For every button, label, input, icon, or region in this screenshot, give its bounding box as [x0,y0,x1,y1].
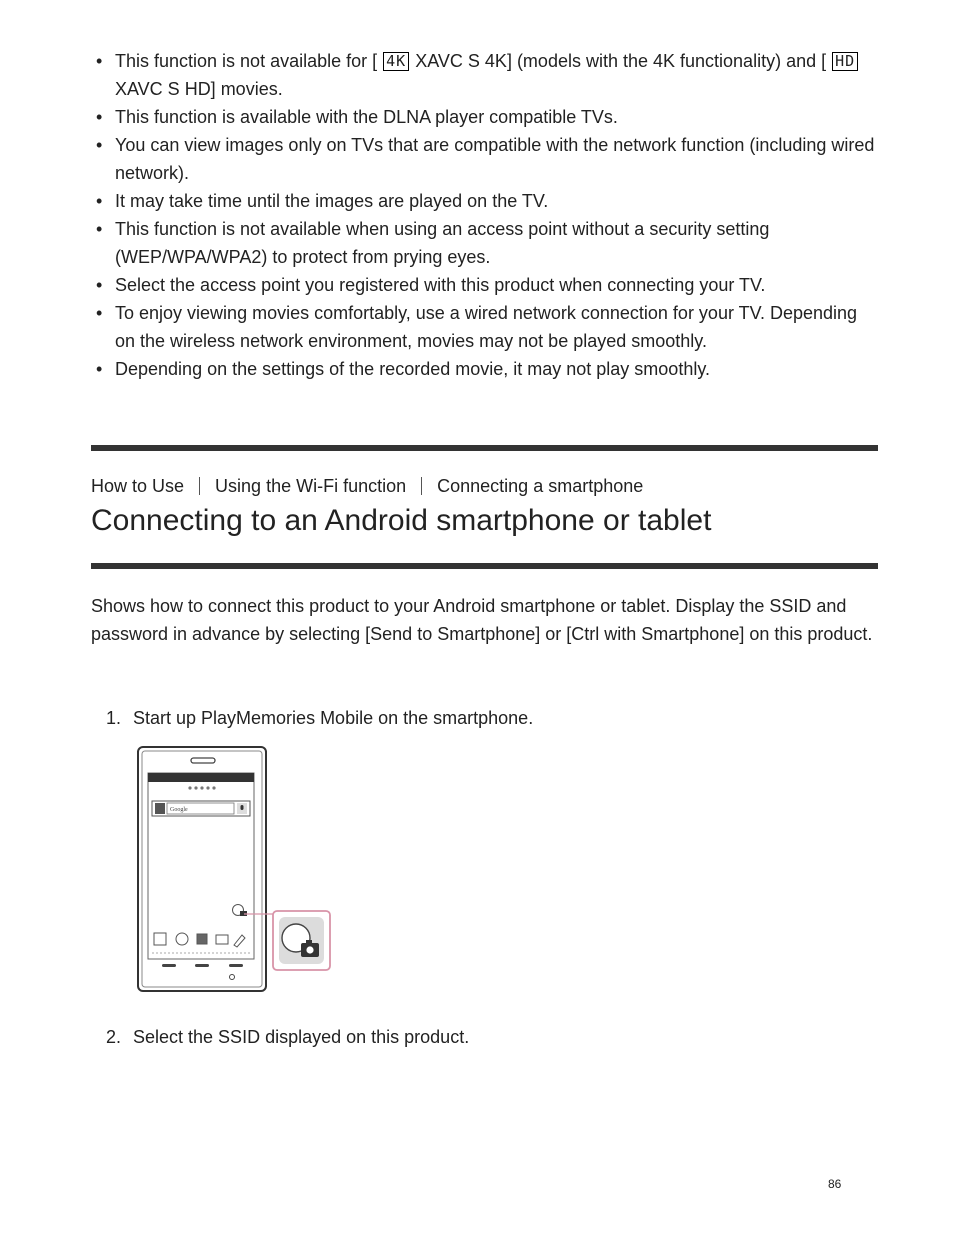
hd-badge-icon: HD [832,52,858,71]
note-text: You can view images only on TVs that are compatible with the network function (including wired network). [115,135,875,183]
note-item [91,271,881,299]
step-2 [106,1023,469,1051]
bullet: • [96,191,103,211]
4k-badge-icon: 4K [383,52,409,71]
note-text: To enjoy viewing movies comfortably, use a wired network connection for your TV. Depending on the wireless network environment, movies may not be played smoothly. [115,303,858,351]
breadcrumb-separator [199,477,200,495]
mic-shape [241,805,244,810]
breadcrumb-separator [421,477,422,495]
note-item [91,355,881,383]
note-item [91,131,881,187]
google-g-icon [155,803,165,814]
note-item [91,299,881,355]
note-text: This function is not available for [ [115,51,378,71]
notes-list [91,47,881,383]
page-number: 86 [828,1177,842,1191]
bullet: • [96,51,103,71]
note-text: This function is not available when using an access point without a security setting (WEP/WPA/WPA2) to protect from prying eyes. [115,219,770,267]
step-number: 1. [106,708,122,728]
section-divider-bottom [91,563,878,569]
note-item [91,47,881,103]
bullet: • [96,107,103,127]
step-1 [106,704,533,732]
step-text: Select the SSID displayed on this product. [133,1027,470,1047]
note-item [91,187,881,215]
bullet: • [96,303,103,323]
phone-speaker-icon [191,758,215,763]
breadcrumb [91,474,643,498]
smartphone-illustration [134,742,334,994]
bullet: • [96,219,103,239]
bullet: • [96,135,103,155]
page-title: Connecting to an Android smartphone or tablet [91,504,712,537]
breadcrumb-item-how-to-use[interactable]: How to Use [91,476,185,496]
step-text: Start up PlayMemories Mobile on the smartphone. [133,708,534,728]
bullet: • [96,359,103,379]
intro-paragraph: Shows how to connect this product to your Android smartphone or tablet. Display the SSID and password in advance by selecting [Send to Smartphone] or [Ctrl with Smartphone] on this product. [91,596,873,644]
home-button [230,975,235,980]
note-text: This function is available with the DLNA player compatible TVs. [115,107,618,127]
note-text: Select the access point you registered with this product when connecting your TV. [115,275,766,295]
search-label: Google [170,807,188,813]
note-text: Depending on the settings of the recorded movie, it may not play smoothly. [115,359,710,379]
note-text: XAVC S HD] movies. [115,79,283,99]
camera-top [306,940,312,943]
section-divider-top [91,445,878,451]
breadcrumb-item-connecting-smartphone[interactable]: Connecting a smartphone [437,476,644,496]
note-text: XAVC S 4K] (models with the 4K functionality) and [ [415,51,827,71]
step-number: 2. [106,1027,122,1047]
note-text: It may take time until the images are played on the TV. [115,191,549,211]
note-item [91,215,881,271]
camera-lens [306,946,313,953]
nav-buttons [162,964,243,967]
note-item [91,103,881,131]
bullet: • [96,275,103,295]
status-bar [148,773,254,782]
breadcrumb-item-wifi-function[interactable]: Using the Wi-Fi function [215,476,407,496]
